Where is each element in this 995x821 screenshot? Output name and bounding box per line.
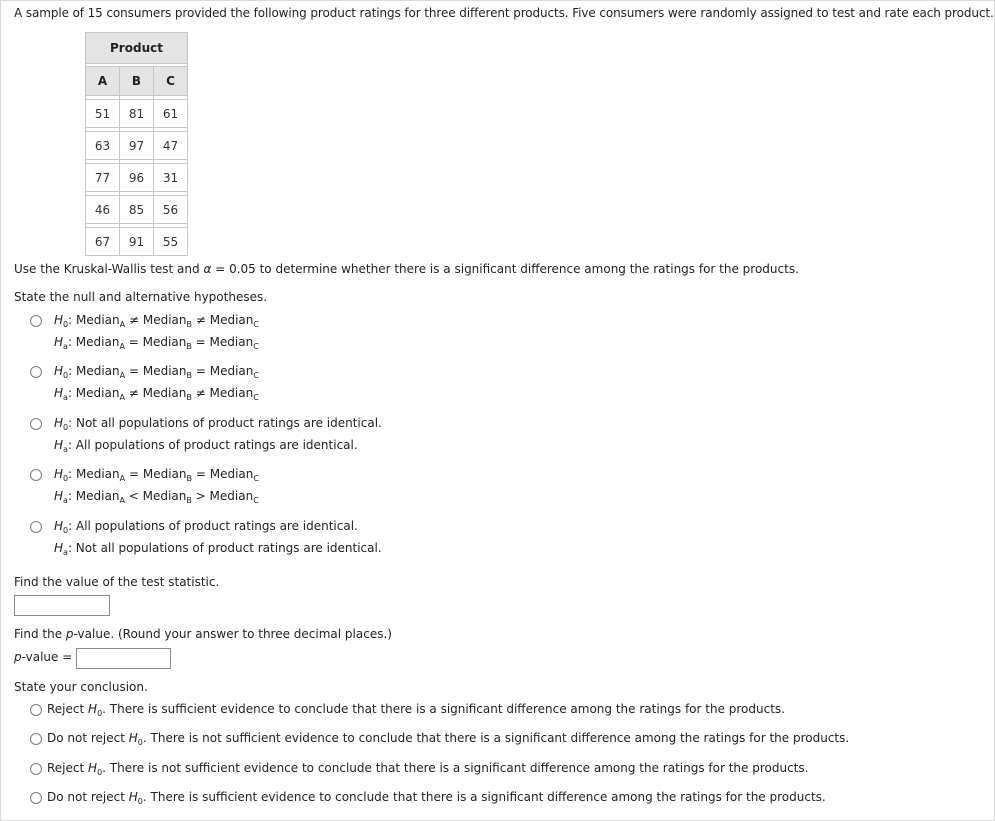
hypothesis-option-4-radio[interactable] xyxy=(30,469,42,481)
table-cell: 67 xyxy=(86,228,120,256)
pvalue-input[interactable] xyxy=(76,648,171,669)
option-5-ha: $H_a$: Not all populations of product ratings are identical. xyxy=(54,541,382,557)
option-3-ha: $H_a$: All populations of product ratings are identical. xyxy=(54,438,358,454)
option-4-ha: $H_a$: Median$_A$ < Median$_B$ > Median$_C$ xyxy=(54,489,259,505)
table-row xyxy=(86,196,188,224)
pvalue-prompt: Find the p-value. (Round your answer to three decimal places.) xyxy=(14,627,392,641)
table-cell: 47 xyxy=(154,132,188,160)
table-cell: 81 xyxy=(120,100,154,128)
problem-intro: A sample of 15 consumers provided the following product ratings for three different products. Five consumers were randomly assigned to test and rate each product. xyxy=(14,6,994,20)
conclusion-option-2-radio[interactable] xyxy=(30,733,42,745)
pvalue-label: p-value = xyxy=(14,650,73,664)
table-cell: 51 xyxy=(86,100,120,128)
table-cell: 63 xyxy=(86,132,120,160)
table-row xyxy=(86,100,188,128)
ratings-table xyxy=(85,32,188,256)
option-2-ha: $H_a$: Median$_A$ ≠ Median$_B$ ≠ Median$_C$ xyxy=(54,386,259,402)
table-cell: 55 xyxy=(154,228,188,256)
table-row xyxy=(86,228,188,256)
option-3-h0: $H_0$: Not all populations of product ratings are identical. xyxy=(54,416,382,432)
column-header-b: B xyxy=(120,67,154,96)
conclusion-option-3-radio[interactable] xyxy=(30,763,42,775)
table-cell: 56 xyxy=(154,196,188,224)
hypothesis-option-5-radio[interactable] xyxy=(30,521,42,533)
conclusion-option-1-radio[interactable] xyxy=(30,704,42,716)
option-2-h0: $H_0$: Median$_A$ = Median$_B$ = Median$_C$ xyxy=(54,364,259,380)
hypotheses-prompt: State the null and alternative hypotheses. xyxy=(14,290,268,304)
test-statistic-prompt: Find the value of the test statistic. xyxy=(14,575,220,589)
table-header-product: Product xyxy=(86,33,188,64)
table-cell: 61 xyxy=(154,100,188,128)
table-row xyxy=(86,132,188,160)
column-header-c: C xyxy=(154,67,188,96)
hypothesis-option-2-radio[interactable] xyxy=(30,366,42,378)
conclusion-option-1-text: Reject $H_0$. There is sufficient evidence to conclude that there is a significant difference among the ratings for the products. xyxy=(47,702,785,718)
conclusion-prompt: State your conclusion. xyxy=(14,680,148,694)
instruction-text: Use the Kruskal-Wallis test and α = 0.05 to determine whether there is a significant difference among the ratings for the products. xyxy=(14,262,799,276)
table-cell: 46 xyxy=(86,196,120,224)
table-row xyxy=(86,164,188,192)
conclusion-option-4-text: Do not reject $H_0$. There is sufficient evidence to conclude that there is a significant difference among the ratings for the products. xyxy=(47,790,826,806)
table-cell: 96 xyxy=(120,164,154,192)
conclusion-option-4-radio[interactable] xyxy=(30,792,42,804)
option-4-h0: $H_0$: Median$_A$ = Median$_B$ = Median$_C$ xyxy=(54,467,259,483)
column-header-a: A xyxy=(86,67,120,96)
table-cell: 85 xyxy=(120,196,154,224)
option-1-ha: $H_a$: Median$_A$ = Median$_B$ = Median$_C$ xyxy=(54,335,259,351)
hypothesis-option-3-radio[interactable] xyxy=(30,418,42,430)
conclusion-option-2-text: Do not reject $H_0$. There is not sufficient evidence to conclude that there is a significant difference among the ratings for the products. xyxy=(47,731,850,747)
table-cell: 91 xyxy=(120,228,154,256)
table-cell: 97 xyxy=(120,132,154,160)
table-cell: 77 xyxy=(86,164,120,192)
conclusion-option-3-text: Reject $H_0$. There is not sufficient evidence to conclude that there is a significant difference among the ratings for the products. xyxy=(47,761,809,777)
option-1-h0: $H_0$: Median$_A$ ≠ Median$_B$ ≠ Median$_C$ xyxy=(54,313,259,329)
test-statistic-input[interactable] xyxy=(14,595,110,616)
table-cell: 31 xyxy=(154,164,188,192)
option-5-h0: $H_0$: All populations of product ratings are identical. xyxy=(54,519,358,535)
hypothesis-option-1-radio[interactable] xyxy=(30,315,42,327)
